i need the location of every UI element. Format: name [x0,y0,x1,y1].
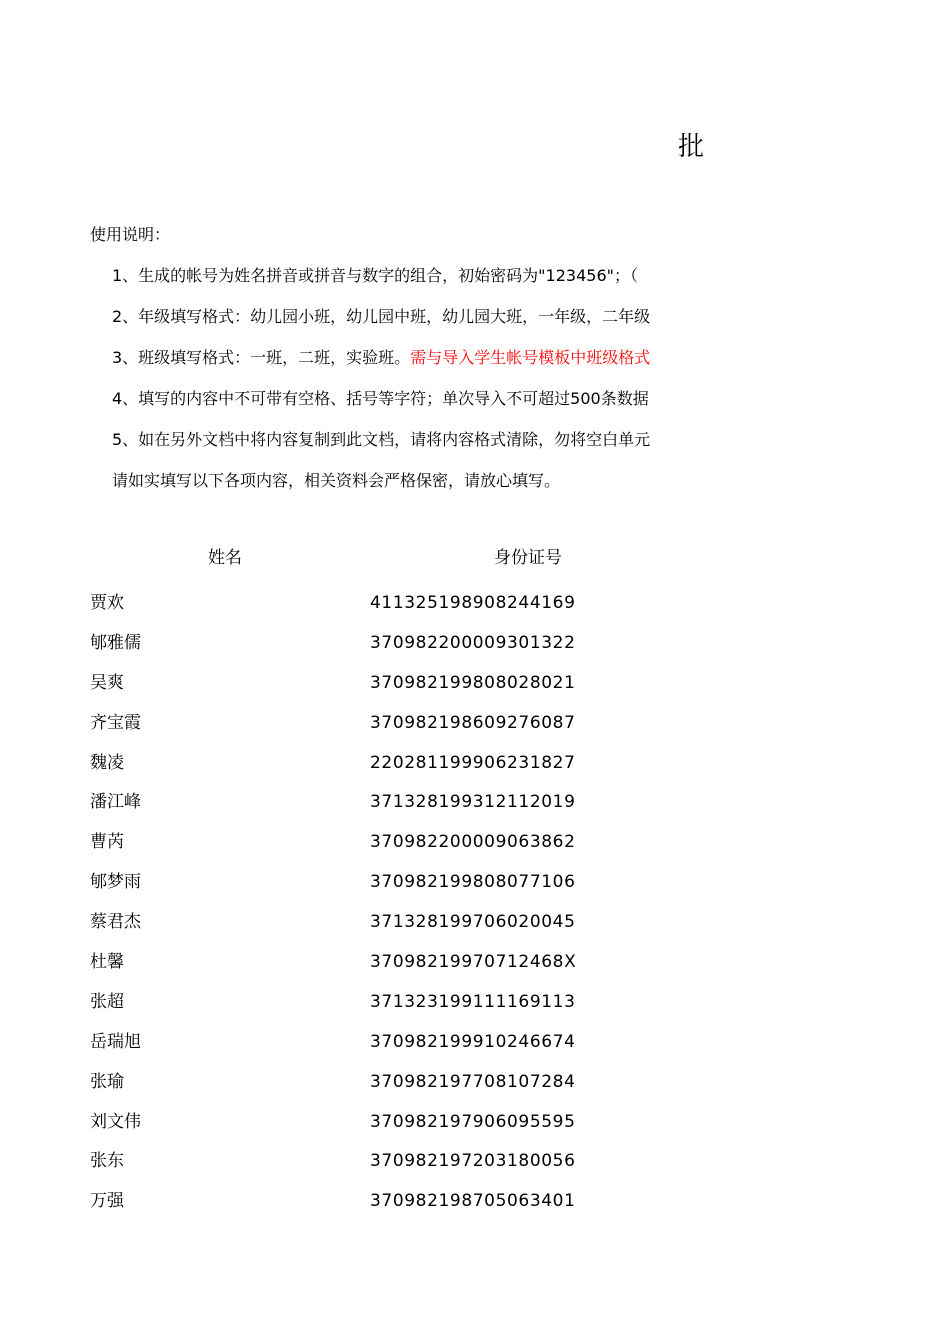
table-row [0,950,699,990]
table-row [0,1030,699,1070]
instruction-item-4 [112,388,649,410]
name-cell: 张东 [90,1151,124,1172]
id-number-cell: 370982198609276087 [370,712,576,733]
id-number-cell: 37098219970712468X [370,952,577,973]
name-cell: 齐宝霞 [90,712,141,733]
id-number-cell: 370982198705063401 [370,1191,576,1212]
instruction-item-2 [112,306,650,328]
id-number-cell: 370982200009063862 [370,832,576,853]
id-number-cell: 370982200009301322 [370,632,576,653]
instructions-heading: 使用说明： [90,225,171,244]
name-cell: 万强 [90,1191,124,1212]
id-number-cell: 370982199808077106 [370,872,576,893]
instruction-text: 3、班级填写格式：一班，二班，实验班。 [112,348,411,367]
id-number-cell: 370982199910246674 [370,1031,576,1052]
page-title: 批 [678,132,705,162]
column-header-id: 身份证号 [494,548,562,568]
name-cell: 魏凌 [90,752,124,773]
name-cell: 刘文伟 [90,1111,141,1132]
name-cell: 杜馨 [90,952,124,973]
instruction-item-3 [112,347,650,369]
table-row [0,990,699,1030]
column-header-name: 姓名 [208,548,242,568]
data-table [0,591,699,1229]
table-row [0,1189,699,1229]
instruction-item-5 [112,429,650,451]
instruction-text: 4、填写的内容中不可带有空格、括号等字符；单次导入不可超过500条数据 [112,389,649,408]
table-row [0,671,699,711]
table-row [0,790,699,830]
id-number-cell: 371323199111169113 [370,991,576,1012]
table-row [0,1149,699,1189]
name-cell: 张瑜 [90,1071,124,1092]
table-row [0,870,699,910]
name-cell: 岳瑞旭 [90,1031,141,1052]
id-number-cell: 370982197708107284 [370,1071,576,1092]
id-number-cell: 370982197203180056 [370,1151,576,1172]
name-cell: 郇雅儒 [90,632,141,653]
table-row [0,591,699,631]
table-row [0,910,699,950]
name-cell: 潘江峰 [90,792,141,813]
name-cell: 蔡君杰 [90,912,141,933]
table-row [0,751,699,791]
id-number-cell: 370982197906095595 [370,1111,576,1132]
id-number-cell: 370982199808028021 [370,672,576,693]
name-cell: 郇梦雨 [90,872,141,893]
table-row [0,1070,699,1110]
table-row [0,711,699,751]
id-number-cell: 371328199312112019 [370,792,576,813]
name-cell: 贾欢 [90,593,124,613]
table-row [0,1110,699,1150]
name-cell: 曹芮 [90,832,124,853]
instruction-item-1 [112,265,638,287]
instruction-note [112,470,560,492]
instruction-highlight: 需与导入学生帐号模板中班级格式 [410,348,651,367]
instruction-text: 1、生成的帐号为姓名拼音或拼音与数字的组合，初始密码为"123456"；（ [112,266,638,285]
name-cell: 张超 [90,991,124,1012]
table-row [0,830,699,870]
id-number-cell: 220281199906231827 [370,752,576,773]
instruction-text: 请如实填写以下各项内容，相关资料会严格保密，请放心填写。 [112,471,561,490]
instruction-text: 5、如在另外文档中将内容复制到此文档，请将内容格式清除，勿将空白单元 [112,430,651,449]
table-row [0,631,699,671]
id-number-cell: 411325198908244169 [370,593,576,613]
name-cell: 吴爽 [90,672,124,693]
instruction-text: 2、年级填写格式：幼儿园小班，幼儿园中班，幼儿园大班，一年级，二年级 [112,307,651,326]
id-number-cell: 371328199706020045 [370,912,576,933]
